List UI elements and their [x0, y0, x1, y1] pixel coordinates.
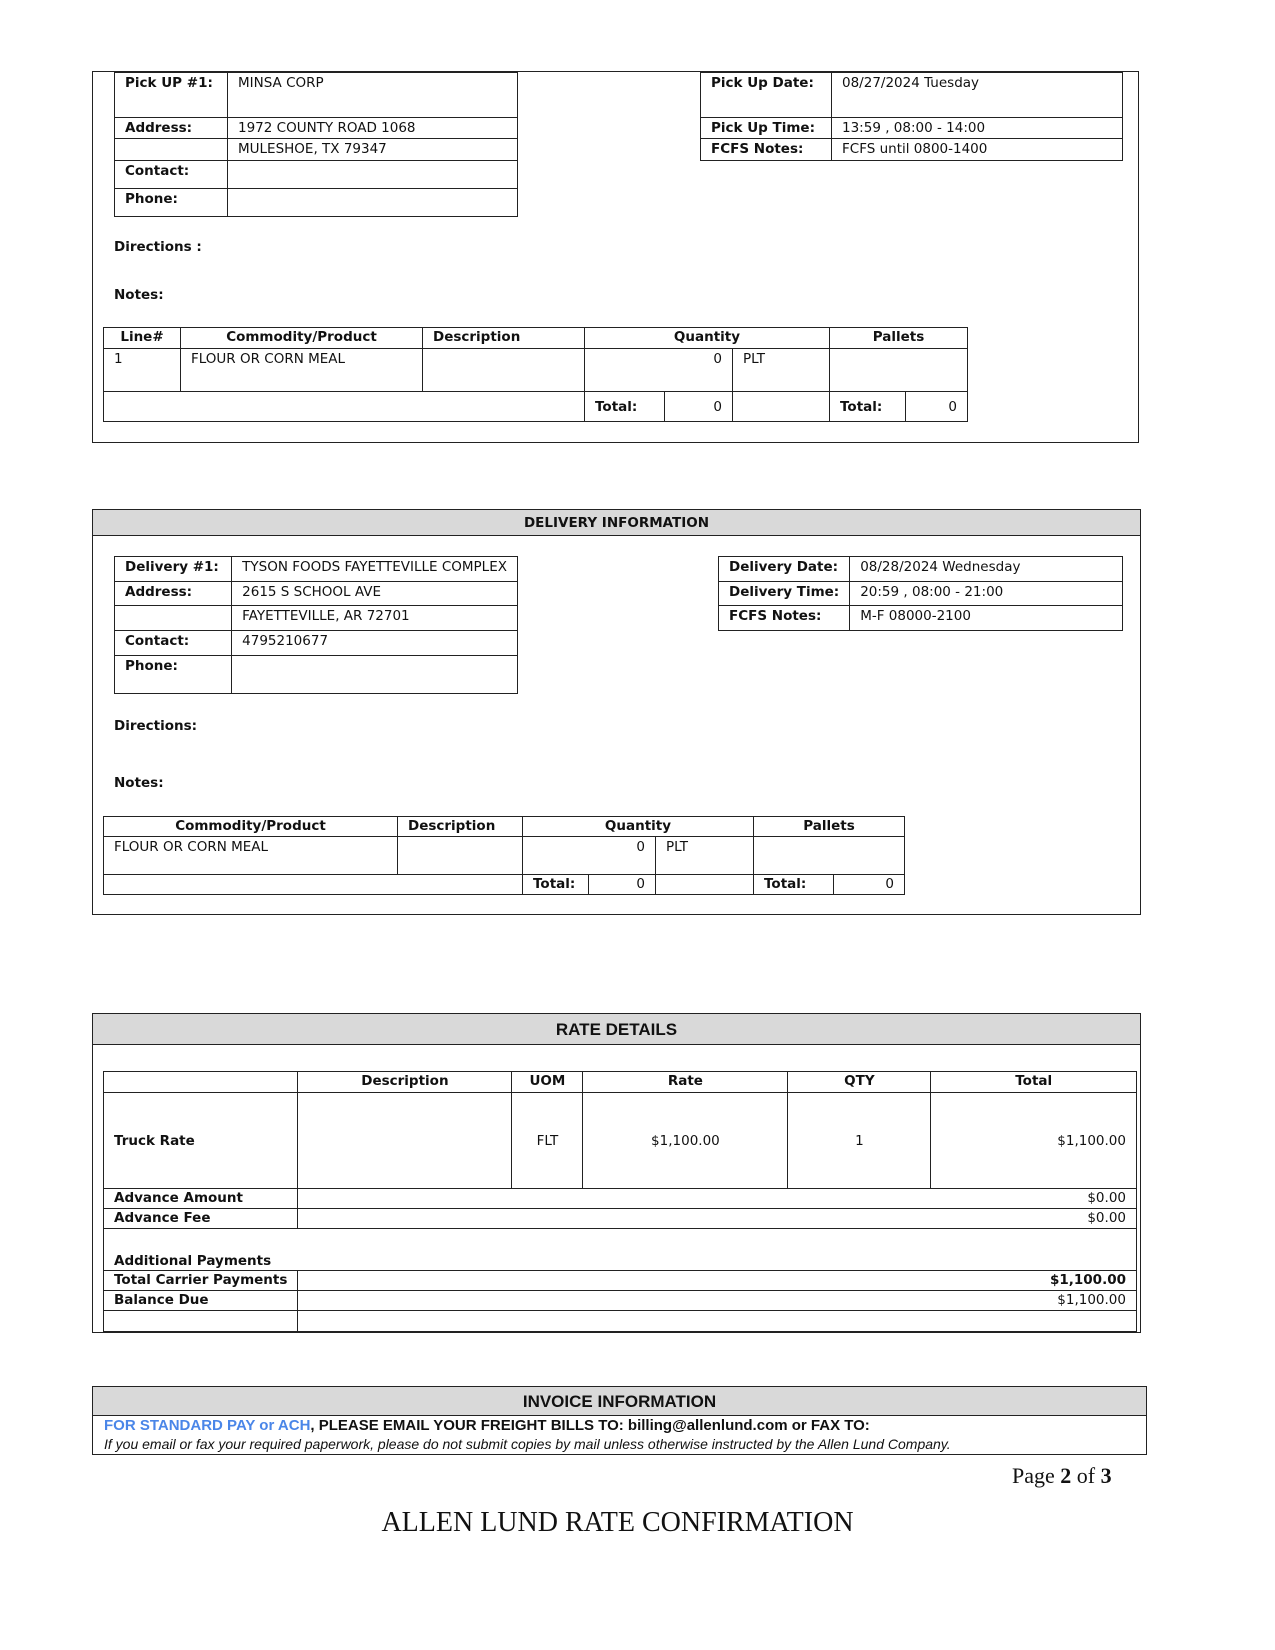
blank-row-left — [104, 1311, 298, 1332]
totals-spacer — [104, 392, 585, 422]
truck-rate-qty: 1 — [788, 1093, 931, 1189]
pickup-label: Pick UP #1: — [115, 73, 228, 118]
invoice-line1-blue: FOR STANDARD PAY or ACH — [104, 1417, 311, 1434]
col-quantity: Quantity — [523, 817, 754, 837]
line-pallets — [830, 349, 968, 392]
qty-total: 0 — [665, 392, 733, 422]
additional-payments-label: Additional Payments — [104, 1229, 1137, 1271]
pickup-right-table — [700, 72, 1123, 161]
advance-fee-value: $0.00 — [298, 1209, 1137, 1229]
pallets-total: 0 — [906, 392, 968, 422]
qty-total-label: Total: — [585, 392, 665, 422]
delivery-date: 08/28/2024 Wednesday — [850, 557, 1123, 582]
qty-total-spacer — [733, 392, 830, 422]
delivery-address1: 2615 S SCHOOL AVE — [232, 582, 518, 606]
line-qty: 0 — [585, 349, 733, 392]
document-title: ALLEN LUND RATE CONFIRMATION — [381, 1507, 854, 1538]
delivery-right-table — [718, 556, 1123, 631]
pickup-fcfs: FCFS until 0800-1400 — [832, 139, 1123, 161]
line-pallets — [754, 837, 905, 875]
col-qty: QTY — [788, 1072, 931, 1093]
advance-amount-value: $0.00 — [298, 1189, 1137, 1209]
invoice-line1 — [104, 1417, 870, 1434]
pickup-directions-label: Directions : — [114, 239, 202, 255]
delivery-phone-label: Phone: — [115, 656, 232, 694]
col-total: Total — [931, 1072, 1137, 1093]
col-line: Line# — [104, 328, 181, 349]
pickup-left-table — [114, 72, 518, 217]
page-of: of — [1071, 1463, 1101, 1488]
delivery-label: Delivery #1: — [115, 557, 232, 582]
delivery-address2: FAYETTEVILLE, AR 72701 — [232, 606, 518, 631]
rate-title: RATE DETAILS — [93, 1014, 1140, 1045]
col-rate: Rate — [583, 1072, 788, 1093]
pickup-contact — [228, 161, 518, 189]
pallets-total-label: Total: — [830, 392, 906, 422]
blank-row-right — [298, 1311, 1137, 1332]
line-commodity: FLOUR OR CORN MEAL — [181, 349, 423, 392]
totals-spacer — [104, 875, 523, 895]
delivery-title: DELIVERY INFORMATION — [93, 510, 1140, 536]
rate-table — [103, 1071, 1137, 1332]
page-total: 3 — [1100, 1463, 1112, 1488]
line-commodity: FLOUR OR CORN MEAL — [104, 837, 398, 875]
pickup-date-label: Pick Up Date: — [701, 73, 832, 118]
delivery-contact: 4795210677 — [232, 631, 518, 656]
pickup-contact-label: Contact: — [115, 161, 228, 189]
balance-due-label: Balance Due — [104, 1291, 298, 1311]
line-description — [423, 349, 585, 392]
pickup-time: 13:59 , 08:00 - 14:00 — [832, 118, 1123, 139]
delivery-fcfs: M-F 08000-2100 — [850, 606, 1123, 631]
pickup-address1: 1972 COUNTY ROAD 1068 — [228, 118, 518, 139]
col-description: Description — [398, 817, 523, 837]
col-commodity: Commodity/Product — [104, 817, 398, 837]
col-description: Description — [423, 328, 585, 349]
line-number: 1 — [104, 349, 181, 392]
delivery-fcfs-label: FCFS Notes: — [719, 606, 850, 631]
pallets-total-label: Total: — [754, 875, 834, 895]
delivery-lines-table — [103, 816, 905, 895]
truck-rate-total: $1,100.00 — [931, 1093, 1137, 1189]
col-blank — [104, 1072, 298, 1093]
qty-total: 0 — [589, 875, 656, 895]
balance-due-value: $1,100.00 — [298, 1291, 1137, 1311]
delivery-time: 20:59 , 08:00 - 21:00 — [850, 582, 1123, 606]
qty-total-label: Total: — [523, 875, 589, 895]
page-number — [1012, 1463, 1112, 1489]
pallets-total: 0 — [834, 875, 905, 895]
delivery-address-label: Address: — [115, 582, 232, 606]
truck-rate-description — [298, 1093, 512, 1189]
page-current: 2 — [1060, 1463, 1072, 1488]
delivery-address2-label — [115, 606, 232, 631]
truck-rate-label: Truck Rate — [104, 1093, 298, 1189]
invoice-title: INVOICE INFORMATION — [93, 1387, 1146, 1416]
delivery-directions-label: Directions: — [114, 718, 198, 734]
line-description — [398, 837, 523, 875]
pickup-lines-table — [103, 327, 968, 422]
invoice-line1-rest: , PLEASE EMAIL YOUR FREIGHT BILLS TO: billing@allenlund.com or FAX TO: — [310, 1417, 870, 1434]
line-unit: PLT — [656, 837, 754, 875]
col-quantity: Quantity — [585, 328, 830, 349]
pickup-address2: MULESHOE, TX 79347 — [228, 139, 518, 161]
pickup-address-label: Address: — [115, 118, 228, 139]
pickup-name: MINSA CORP — [228, 73, 518, 118]
pickup-time-label: Pick Up Time: — [701, 118, 832, 139]
delivery-left-table — [114, 556, 518, 694]
delivery-name: TYSON FOODS FAYETTEVILLE COMPLEX — [232, 557, 518, 582]
delivery-contact-label: Contact: — [115, 631, 232, 656]
pickup-date: 08/27/2024 Tuesday — [832, 73, 1123, 118]
truck-rate-uom: FLT — [512, 1093, 583, 1189]
pickup-phone — [228, 189, 518, 217]
page-prefix: Page — [1012, 1463, 1061, 1488]
truck-rate-rate: $1,100.00 — [583, 1093, 788, 1189]
line-unit: PLT — [733, 349, 830, 392]
invoice-line2: If you email or fax your required paperwork, please do not submit copies by mail unless otherwise instructed by the Allen Lund Company. — [104, 1436, 951, 1452]
delivery-notes-label: Notes: — [114, 775, 164, 791]
total-carrier-label: Total Carrier Payments — [104, 1271, 298, 1291]
col-commodity: Commodity/Product — [181, 328, 423, 349]
col-description: Description — [298, 1072, 512, 1093]
delivery-date-label: Delivery Date: — [719, 557, 850, 582]
qty-total-spacer — [656, 875, 754, 895]
col-uom: UOM — [512, 1072, 583, 1093]
delivery-phone — [232, 656, 518, 694]
pickup-phone-label: Phone: — [115, 189, 228, 217]
col-pallets: Pallets — [754, 817, 905, 837]
pickup-address2-label — [115, 139, 228, 161]
col-pallets: Pallets — [830, 328, 968, 349]
delivery-time-label: Delivery Time: — [719, 582, 850, 606]
pickup-notes-label: Notes: — [114, 287, 164, 303]
advance-fee-label: Advance Fee — [104, 1209, 298, 1229]
pickup-fcfs-label: FCFS Notes: — [701, 139, 832, 161]
advance-amount-label: Advance Amount — [104, 1189, 298, 1209]
line-qty: 0 — [523, 837, 656, 875]
total-carrier-value: $1,100.00 — [298, 1271, 1137, 1291]
invoice-section — [92, 1386, 1147, 1455]
